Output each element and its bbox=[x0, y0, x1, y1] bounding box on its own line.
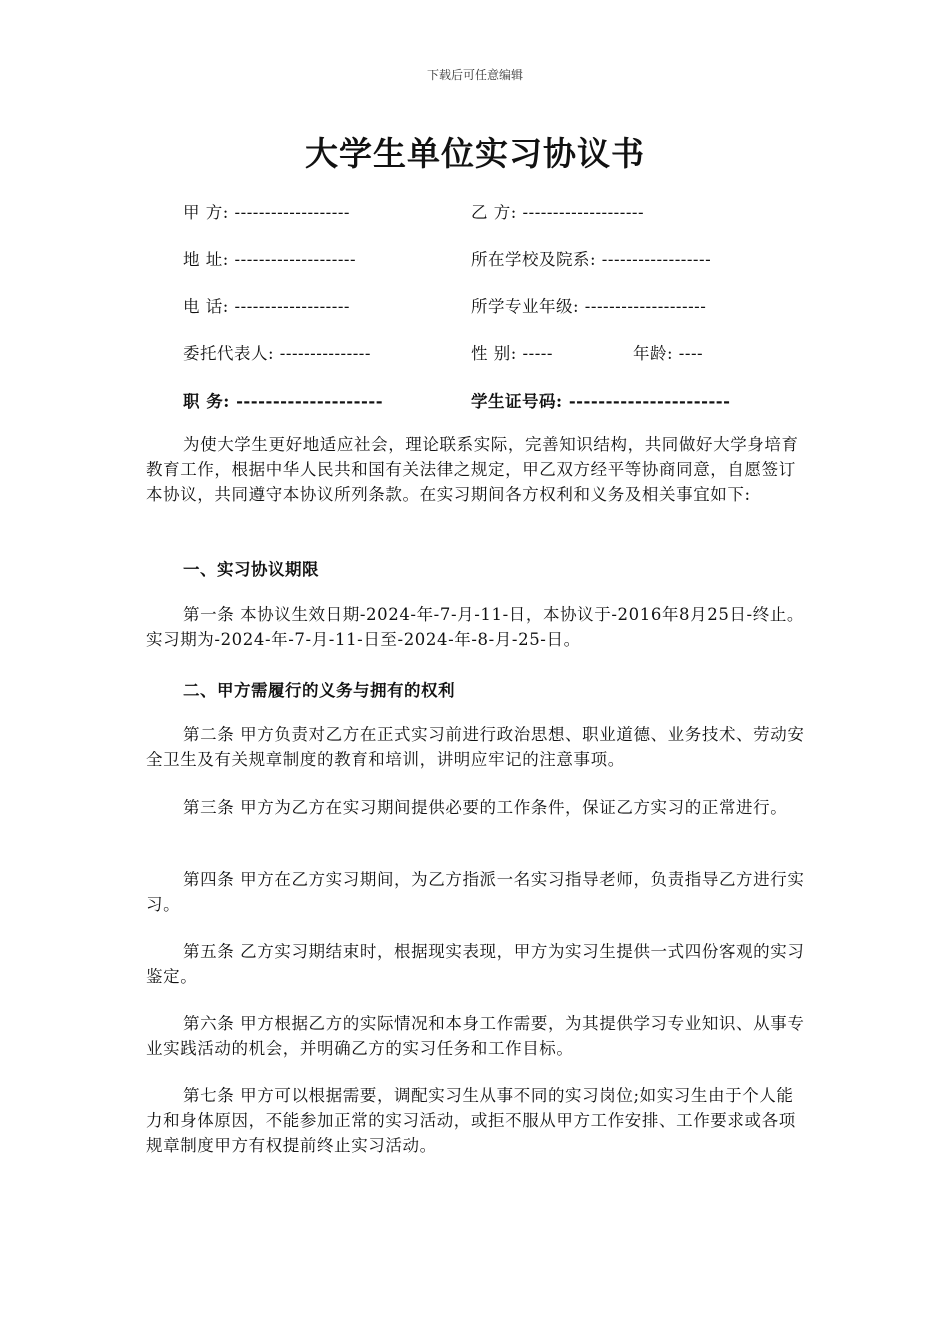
representative-field: 委托代表人: --------------- bbox=[183, 344, 371, 363]
school-field: 所在学校及院系: ------------------ bbox=[471, 250, 712, 269]
major-field: 所学专业年级: -------------------- bbox=[471, 297, 707, 316]
party-a-field: 甲 方: ------------------- bbox=[183, 203, 350, 222]
article-5: 第五条 乙方实习期结束时，根据现实表现，甲方为实习生提供一式四份客观的实习鉴定。 bbox=[146, 942, 805, 986]
article-3: 第三条 甲方为乙方在实习期间提供必要的工作条件，保证乙方实习的正常进行。 bbox=[183, 798, 788, 817]
article-6: 第六条 甲方根据乙方的实际情况和本身工作需要，为其提供学习专业知识、从事专业实践活动的机会，并明确乙方的实习任务和工作目标。 bbox=[146, 1014, 805, 1058]
header-note: 下载后可任意编辑 bbox=[426, 68, 523, 82]
student-id-field: 学生证号码: ---------------------- bbox=[471, 392, 731, 411]
intro-paragraph: 为使大学生更好地适应社会，理论联系实际，完善知识结构，共同做好大学身培育教育工作，根据中华人民共和国有关法律之规定，甲乙双方经平等协商同意，自愿签订本协议，共同遵守本协议所列条款。在实习期间各方权利和义务及相关事宜如下: bbox=[146, 435, 799, 504]
article-1: 第一条 本协议生效日期-2024-年-7-月-11-日，本协议于-2016年8月25日-终止。实习期为-2024-年-7-月-11-日至-2024-年-8-月-25-日。 bbox=[146, 605, 805, 649]
section-heading-party-a: 二、甲方需履行的义务与拥有的权利 bbox=[183, 681, 455, 700]
gender-field: 性 别: ----- bbox=[471, 344, 553, 363]
section-heading-term: 一、实习协议期限 bbox=[183, 560, 319, 579]
document-title: 大学生单位实习协议书 bbox=[305, 134, 645, 173]
article-2: 第二条 甲方负责对乙方在正式实习前进行政治思想、职业道德、业务技术、劳动安全卫生及有关规章制度的教育和培训，讲明应牢记的注意事项。 bbox=[146, 725, 805, 769]
age-field: 年龄: ---- bbox=[633, 344, 704, 363]
party-b-field: 乙 方: -------------------- bbox=[471, 203, 645, 222]
phone-field: 电 话: ------------------- bbox=[183, 297, 350, 316]
address-field: 地 址: -------------------- bbox=[183, 250, 357, 269]
article-7: 第七条 甲方可以根据需要，调配实习生从事不同的实习岗位;如实习生由于个人能力和身体原因，不能参加正常的实习活动，或拒不服从甲方工作安排、工作要求或各项规章制度甲方有权提前终止实习活动。 bbox=[146, 1086, 796, 1155]
position-field: 职 务: -------------------- bbox=[183, 392, 384, 411]
article-4: 第四条 甲方在乙方实习期间，为乙方指派一名实习指导老师，负责指导乙方进行实习。 bbox=[146, 870, 805, 914]
